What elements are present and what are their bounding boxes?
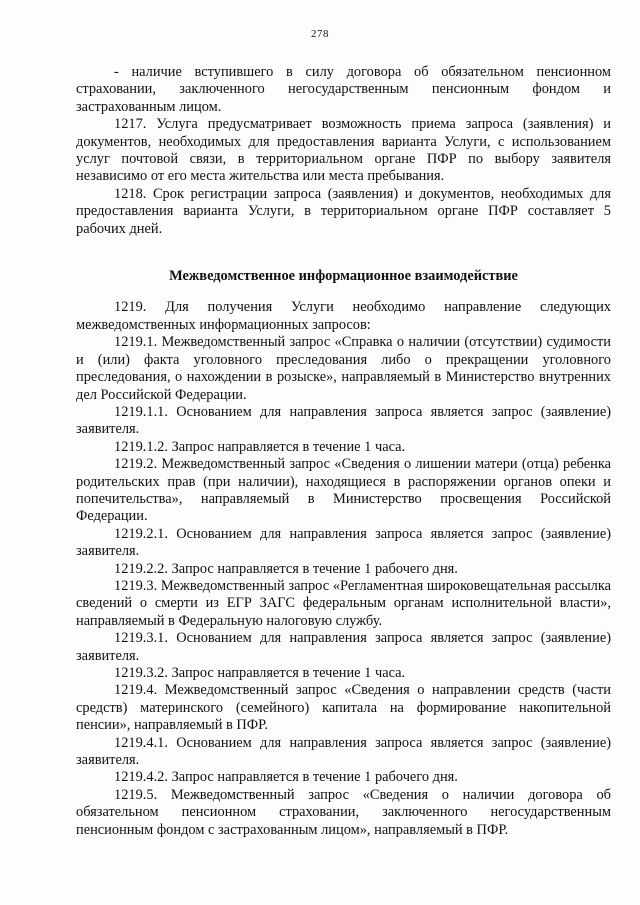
paragraph-1219-2-1: 1219.2.1. Основанием для направления запроса является запрос (заявление) заявителя. (76, 525, 611, 560)
page-number: 278 (311, 28, 329, 40)
paragraph-1217: 1217. Услуга предусматривает возможность приема запроса (заявления) и документов, необходимых для предоставления варианта Услуги, с использованием услуг почтовой связи, в территориальном органе ПФР по выбору заявителя независимо от его места жительства или места пребывания. (76, 116, 611, 185)
paragraph-1219-2-2: 1219.2.2. Запрос направляется в течение 1 рабочего дня. (114, 560, 458, 577)
paragraph-1218: 1218. Срок регистрации запроса (заявления) и документов, необходимых для предоставления варианта Услуги, в территориальном органе ПФР составляет 5 рабочих дней. (76, 185, 611, 237)
paragraph-1219-4-2: 1219.4.2. Запрос направляется в течение 1 рабочего дня. (114, 769, 458, 786)
paragraph-1219: 1219. Для получения Услуги необходимо направление следующих межведомственных информационных запросов: (76, 299, 611, 333)
paragraph-1219-2: 1219.2. Межведомственный запрос «Сведения о лишении матери (отца) ребенка родительских прав (при наличии), находящиеся в распоряжении органов опеки и попечительства», направляемый в Министерство просвещения Российской Федерации. (76, 456, 611, 525)
section-heading: Межведомственное информационное взаимодействие (169, 268, 518, 285)
paragraph-1219-3: 1219.3. Межведомственный запрос «Регламентная широковещательная рассылка сведений о смерти из ЕГР ЗАГС федеральным органам исполнительной власти», направляемый в Федеральную налоговую службу. (76, 577, 611, 629)
paragraph-1219-4: 1219.4. Межведомственный запрос «Сведения о направлении средств (части средств) материнского (семейного) капитала на формирование накопительной пенсии», направляемый в ПФР. (76, 682, 611, 734)
page-body (76, 64, 611, 839)
paragraph-1219-1: 1219.1. Межведомственный запрос «Справка о наличии (отсутствии) судимости и (или) факта уголовного преследования либо о прекращении уголовного преследования, о нахождении в розыске», направляемый в Министерство внутренних дел Российской Федерации. (76, 334, 611, 403)
paragraph-1219-1-1: 1219.1.1. Основанием для направления запроса является запрос (заявление) заявителя. (76, 403, 611, 438)
section-spacer (76, 238, 611, 268)
paragraph-contract-condition: - наличие вступившего в силу договора об обязательном пенсионном страховании, заключенного негосударственным пенсионным фондом и застрахованным лицом. (76, 64, 611, 115)
paragraph-1219-1-2: 1219.1.2. Запрос направляется в течение 1 часа. (114, 438, 406, 455)
paragraph-1219-4-1: 1219.4.1. Основанием для направления запроса является запрос (заявление) заявителя. (76, 734, 611, 769)
paragraph-1219-5: 1219.5. Межведомственный запрос «Сведения о наличии договора об обязательном пенсионном страховании, заключенного негосударственным пенсионным фондом с застрахованным лицом», направляемый в ПФР. (76, 786, 611, 838)
paragraph-1219-3-2: 1219.3.2. Запрос направляется в течение 1 часа. (114, 665, 406, 681)
paragraph-1219-3-1: 1219.3.1. Основанием для направления запроса является запрос (заявление) заявителя. (76, 630, 611, 664)
